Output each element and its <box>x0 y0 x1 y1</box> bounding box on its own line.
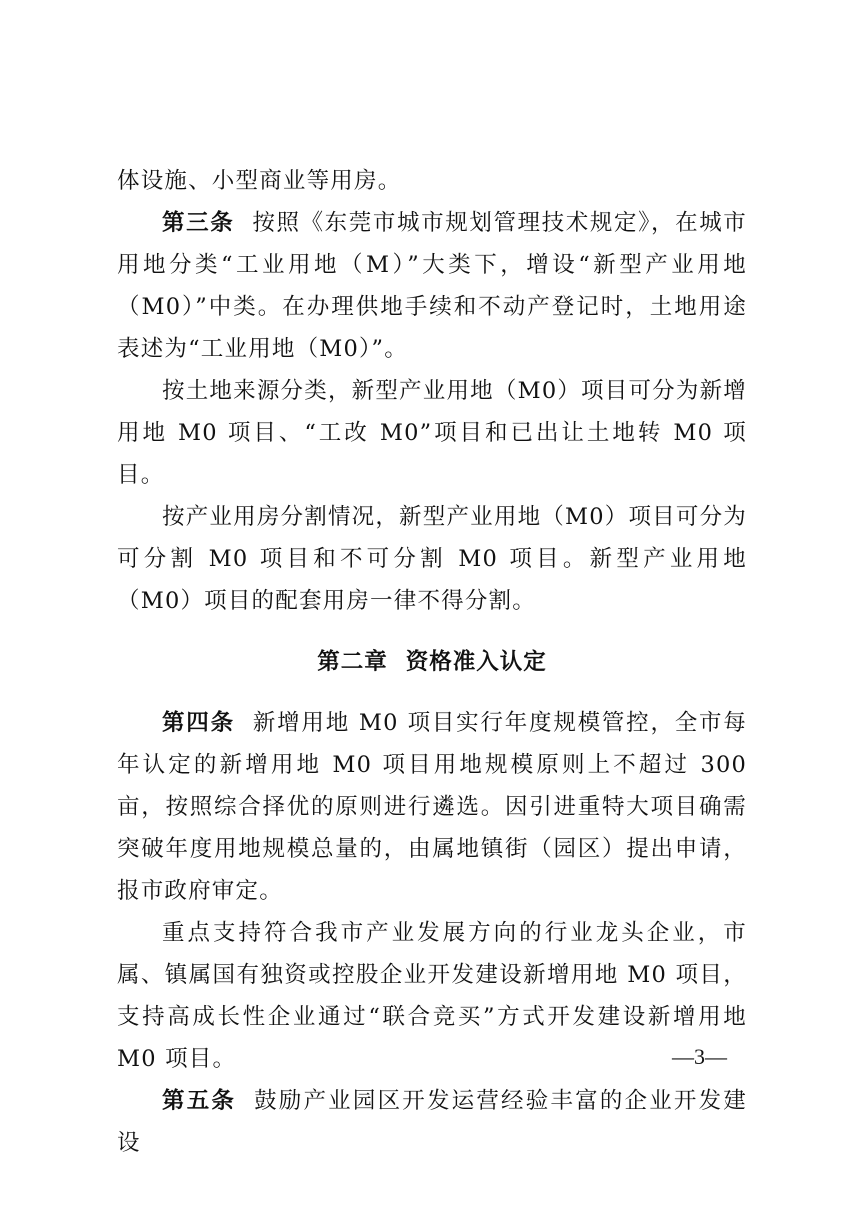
article-4-paragraph <box>117 702 747 912</box>
chapter-number: 第二章 <box>317 649 388 675</box>
land-source-paragraph: 按土地来源分类，新型产业用地（M0）项目可分为新增用地 M0 项目、“工改 M0”项目和已出让土地转 M0 项目。 <box>117 378 747 488</box>
page-number: —3— <box>672 1044 727 1069</box>
article-3-text: 按照《东莞市城市规划管理技术规定》，在城市用地分类“工业用地（M）”大类下，增设“新型产业用地（M0）”中类。在办理供地手续和不动产登记时，土地用途表述为“工业用地（M0）”。 <box>117 210 748 362</box>
support-paragraph: 重点支持符合我市产业发展方向的行业龙头企业，市属、镇属国有独资或控股企业开发建设新增用地 M0 项目，支持高成长性企业通过“联合竞买”方式开发建设新增用地 M0 项目。 <box>117 920 747 1072</box>
article-4-text: 新增用地 M0 项目实行年度规模管控，全市每年认定的新增用地 M0 项目用地规模原则上不超过 300 亩，按照综合择优的原则进行遴选。因引进重特大项目确需突破年度用地规模总量的，由属地镇街（园区）提出申请，报市政府审定。 <box>117 710 747 904</box>
article-5-paragraph <box>117 1080 747 1164</box>
chapter-title: 资格准入认定 <box>405 649 547 675</box>
article-5-text: 鼓励产业园区开发运营经验丰富的企业开发建设 <box>117 1088 747 1156</box>
article-3-paragraph <box>117 202 747 370</box>
split-paragraph: 按产业用房分割情况，新型产业用地（M0）项目可分为可分割 M0 项目和不可分割 M0 项目。新型产业用地（M0）项目的配套用房一律不得分割。 <box>117 504 747 614</box>
body-text <box>117 160 747 1164</box>
continuation-paragraph: 体设施、小型商业等用房。 <box>117 168 402 194</box>
article-3-label: 第三条 <box>162 210 235 236</box>
article-5-label: 第五条 <box>162 1088 237 1114</box>
article-4-label: 第四条 <box>162 710 235 736</box>
chapter-heading <box>117 641 747 683</box>
